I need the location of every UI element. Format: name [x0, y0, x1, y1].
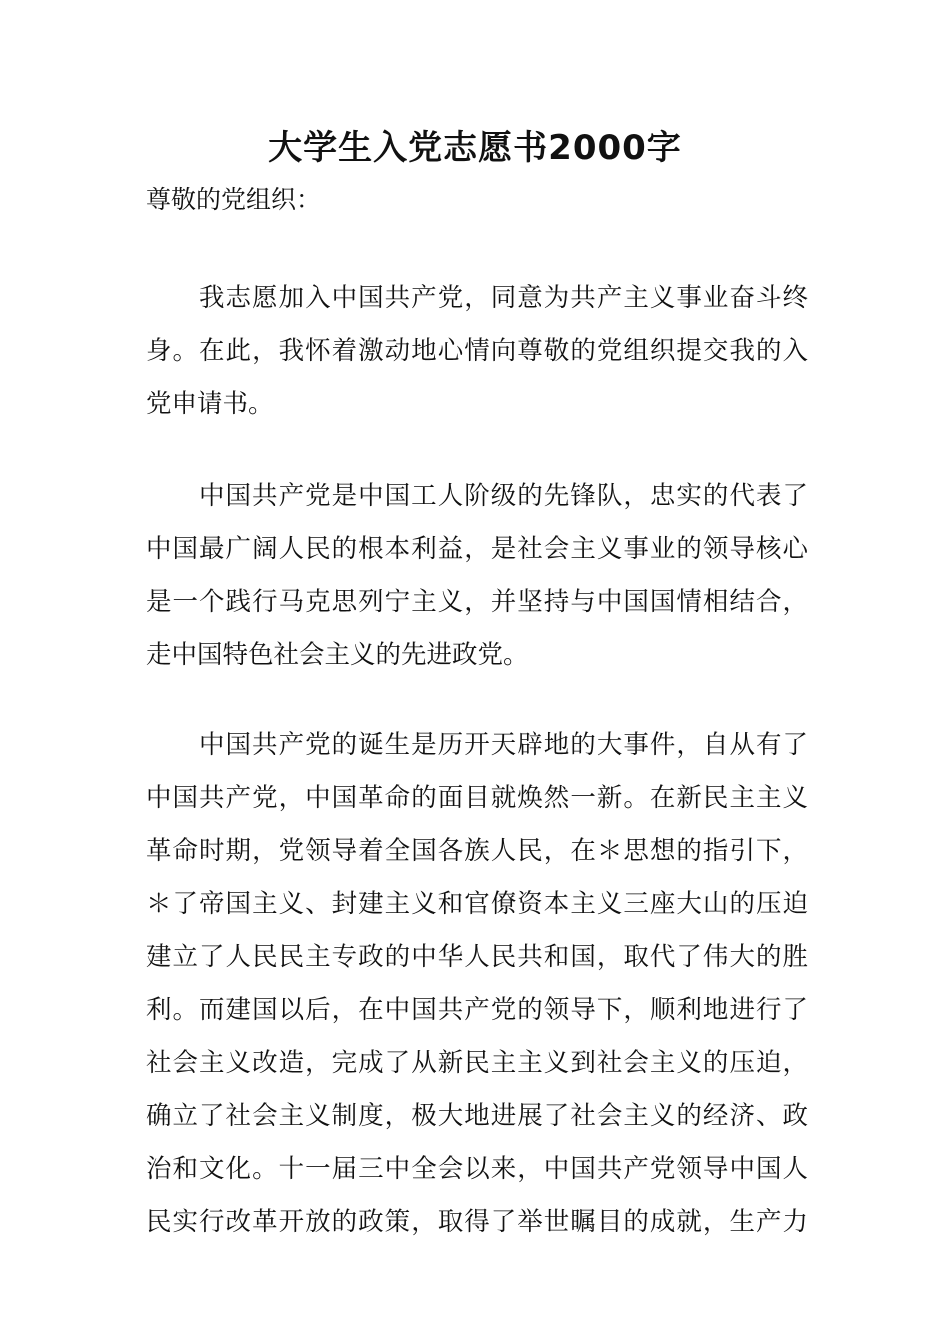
paragraph-line: 中国共产党的诞生是历开天辟地的大事件，自从有了 [199, 730, 808, 760]
paragraph-line: 中国最广阔人民的根本利益，是社会主义事业的领导核心 [146, 534, 808, 564]
paragraph-line: ＊了帝国主义、封建主义和官僚资本主义三座大山的压迫 [146, 889, 808, 919]
paragraph-line: 民实行改革开放的政策，取得了举世瞩目的成就，生产力 [146, 1207, 808, 1237]
paragraph-line: 社会主义改造，完成了从新民主主义到社会主义的压迫， [146, 1048, 808, 1078]
paragraph-line: 我志愿加入中国共产党，同意为共产主义事业奋斗终 [199, 283, 808, 313]
document-title: 大学生入党志愿书2000字 [268, 128, 682, 168]
paragraph-line: 走中国特色社会主义的先进政党。 [146, 640, 529, 670]
paragraph-line: 中国共产党是中国工人阶级的先锋队，忠实的代表了 [199, 481, 808, 511]
paragraph-line: 革命时期，党领导着全国各族人民，在＊思想的指引下， [146, 836, 808, 866]
paragraph-2 [146, 470, 808, 682]
paragraph-line: 治和文化。十一届三中全会以来，中国共产党领导中国人 [146, 1154, 808, 1184]
paragraph-3 [146, 719, 808, 1249]
salutation: 尊敬的党组织： [146, 185, 322, 214]
paragraph-line: 党申请书。 [146, 389, 274, 419]
paragraph-line: 建立了人民民主专政的中华人民共和国，取代了伟大的胜 [146, 942, 808, 972]
paragraph-1 [146, 272, 808, 431]
paragraph-line: 利。而建国以后，在中国共产党的领导下，顺利地进行了 [146, 995, 808, 1025]
paragraph-line: 身。在此，我怀着激动地心情向尊敬的党组织提交我的入 [146, 336, 808, 366]
paragraph-line: 是一个践行马克思列宁主义，并坚持与中国国情相结合， [146, 587, 808, 617]
paragraph-line: 中国共产党，中国革命的面目就焕然一新。在新民主主义 [146, 783, 808, 813]
paragraph-line: 确立了社会主义制度，极大地进展了社会主义的经济、政 [146, 1101, 808, 1131]
